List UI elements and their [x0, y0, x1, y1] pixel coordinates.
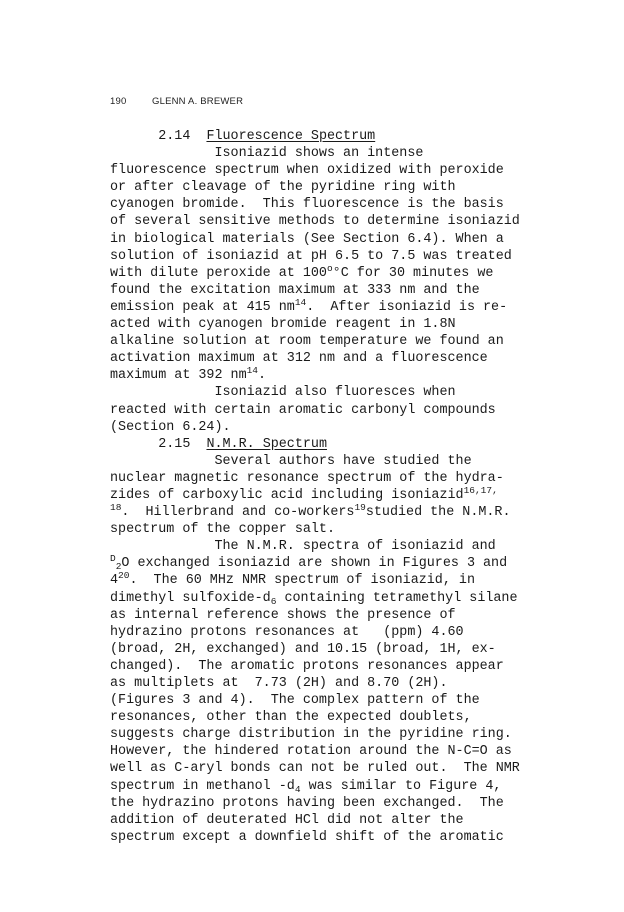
text-line: or after cleavage of the pyridine ring with: [110, 180, 456, 196]
text-line: (Figures 3 and 4). The complex pattern of the: [110, 693, 480, 709]
text-line: the hydrazino protons having been exchanged. The: [110, 795, 504, 811]
text-line: of several sensitive methods to determine isoniazid: [110, 214, 520, 230]
text-line: alkaline solution at room temperature we found an: [110, 334, 504, 350]
text-line: reacted with certain aromatic carbonyl compounds: [110, 402, 496, 418]
section-number: 2.15: [158, 436, 191, 452]
reference-superscript: 14: [246, 365, 259, 377]
text-line: $^{18}$. Hillerbrand and co-workers$^{19}$studied the N.M.R.: [110, 502, 511, 521]
text-line: The N.M.R. spectra of isoniazid and: [214, 539, 496, 555]
section-title: Fluorescence Spectrum: [206, 129, 376, 144]
text-line: $4^{20}$. The 60 MHz NMR spectrum of isoniazid, in: [110, 570, 475, 589]
text-line: zides of carboxylic acid including isoniazid$^{16,17,}$: [110, 484, 498, 503]
section-heading-2-15: [110, 436, 570, 453]
text-line: Several authors have studied the: [214, 453, 472, 469]
text-line: However, the hindered rotation around the N-C=O as: [110, 744, 512, 760]
reference-superscript: 16,17,: [463, 484, 498, 496]
section-title: N.M.R. Spectrum: [206, 436, 327, 452]
text-line: spectrum except a downfield shift of the aromatic: [110, 829, 504, 845]
text-line: changed). The aromatic protons resonances appear: [110, 658, 504, 674]
text-line: with dilute peroxide at 100$^o$°C for 30 minutes we: [110, 262, 494, 281]
text-line: solution of isoniazid at pH 6.5 to 7.5 was treated: [110, 248, 512, 264]
text-line: addition of deuterated HCl did not alter the: [110, 812, 464, 828]
text-line: emission peak at 415 $nm^{14}$. After isoniazid is re-: [110, 296, 508, 315]
section-number: 2.14: [158, 129, 191, 144]
reference-superscript: 18: [110, 502, 122, 514]
text-line: as internal reference shows the presence of: [110, 607, 456, 623]
text-line: found the excitation maximum at 333 nm and the: [110, 282, 480, 298]
text-line: well as C-aryl bonds can not be ruled out. The NMR: [110, 761, 520, 777]
text-line: hydrazino protons resonances at (ppm) 4.60: [110, 624, 464, 640]
text-line: resonances, other than the expected doublets,: [110, 710, 472, 726]
text-line: Isoniazid also fluoresces when: [214, 385, 456, 401]
reference-superscript: 14: [294, 296, 307, 308]
text-line: cyanogen bromide. This fluorescence is the basis: [110, 197, 504, 213]
section-heading-2-14: [110, 128, 570, 145]
text-line: nuclear magnetic resonance spectrum of the hydra-: [110, 470, 504, 486]
text-line: spectrum of the copper salt.: [110, 522, 335, 538]
text-line: $^D_2$O exchanged isoniazid are shown in Figures 3 and: [110, 553, 508, 573]
text-line: suggests charge distribution in the pyridine ring.: [110, 727, 512, 743]
body-text: [110, 128, 570, 846]
text-line: activation maximum at 312 nm and a fluorescence: [110, 351, 488, 367]
text-line: acted with cyanogen bromide reagent in 1.8N: [110, 317, 456, 333]
page-number: 190: [110, 96, 127, 107]
text-line: fluorescence spectrum when oxidized with peroxide: [110, 163, 504, 179]
reference-superscript: 20: [118, 570, 130, 582]
text-line: dimethyl sulfoxide-$d_6$ containing tetramethyl silane: [110, 590, 518, 607]
text-line: Isoniazid shows an intense: [214, 146, 424, 162]
author-name: GLENN A. BREWER: [152, 96, 244, 107]
text-line: in biological materials (See Section 6.4). When a: [110, 231, 504, 247]
text-line: maximum at 392 $nm^{14}$.: [110, 365, 267, 384]
text-line: as multiplets at 7.73 (2H) and 8.70 (2H).: [110, 676, 448, 691]
text-line: spectrum in methanol $-d_4$ was similar to Figure 4,: [110, 778, 502, 795]
reference-superscript: 19: [354, 502, 366, 514]
text-line: (broad, 2H, exchanged) and 10.15 (broad, 1H, ex-: [110, 641, 496, 657]
text-line: (Section 6.24).: [110, 419, 231, 435]
